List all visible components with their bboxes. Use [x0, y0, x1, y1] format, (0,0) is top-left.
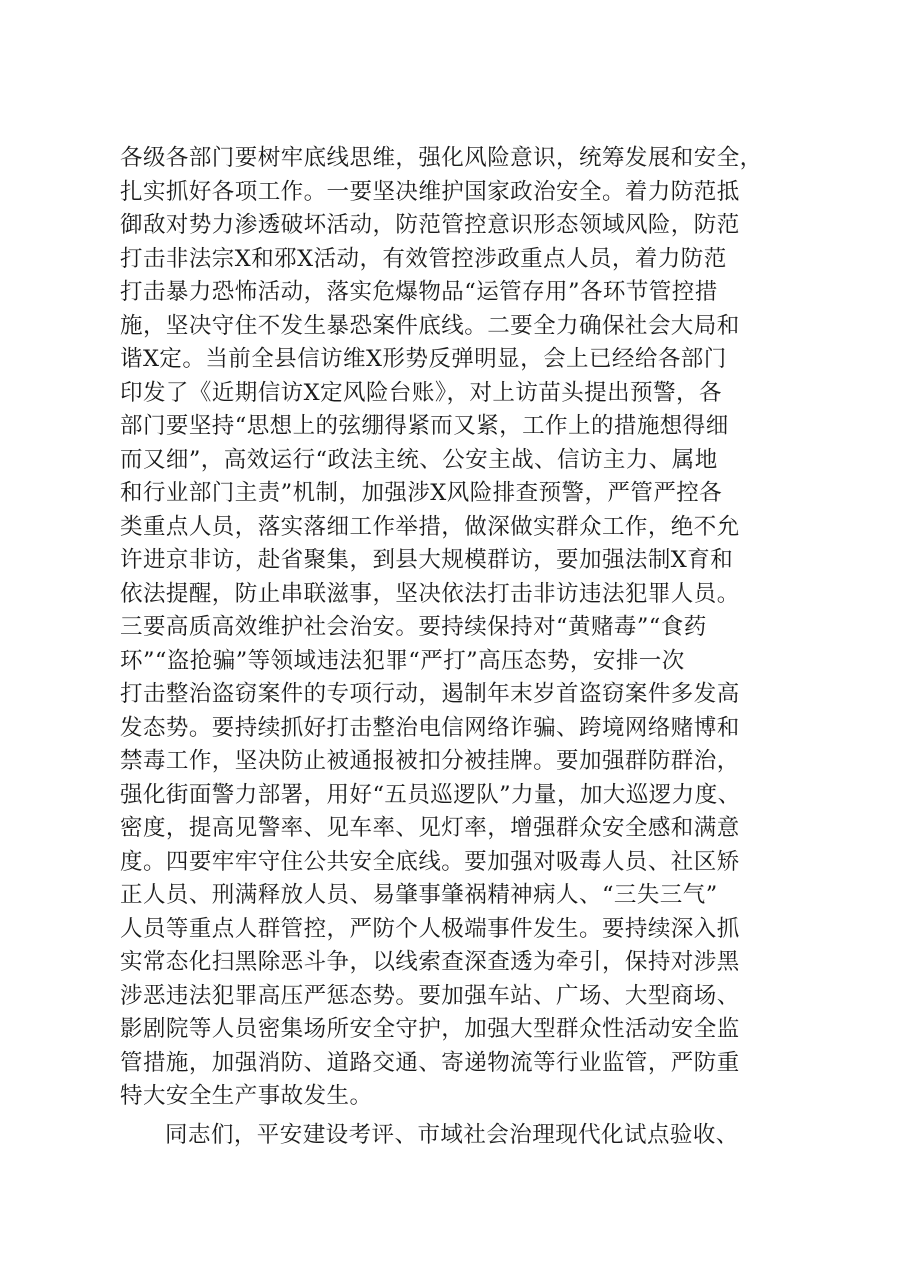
- text-line: 密度，提高见警率、见车率、见灯率，增强群众安全感和满意: [120, 815, 740, 841]
- text-line: 御敌对势力渗透破坏活动，防范管控意识形态领域风险，防范: [120, 212, 740, 238]
- text-line: 而又细”，高效运行“政法主统、公安主战、信访主力、属地: [120, 446, 718, 473]
- body-text: [120, 142, 810, 1152]
- text-line: 各级各部门要树牢底线思维，强化风险意识，统筹发展和安全，: [120, 145, 763, 171]
- text-line: 实常态化扫黑除恶斗争，以线索查深查透为牵引，保持对涉黑: [120, 949, 740, 975]
- text-line: 发态势。要持续抓好打击整治电信网络诈骗、跨境网络赌博和: [120, 714, 740, 741]
- text-line: 度。四要牢牢守住公共安全底线。要加强对吸毒人员、社区矫: [120, 848, 740, 875]
- text-line: 影剧院等人员密集场所安全守护，加强大型群众性活动安全监: [120, 1016, 740, 1042]
- text-line: 许进京非访，赴省聚集，到县大规模群访，要加强法制X育和: [120, 547, 734, 573]
- text-line: 三要高质高效维护社会治安。要持续保持对“黄赌毒”“食药: [120, 614, 707, 640]
- text-line: 打击非法宗X和邪X活动，有效管控涉政重点人员，着力防范: [120, 245, 727, 272]
- text-line: 施，坚决守住不发生暴恐案件底线。二要全力确保社会大局和: [120, 312, 740, 339]
- text-line: 同志们，平安建设考评、市域社会治理现代化试点验收、: [165, 1121, 739, 1148]
- text-line: 特大安全生产事故发生。: [120, 1083, 373, 1109]
- text-line: 打击暴力恐怖活动，落实危爆物品“运管存用”各环节管控措: [120, 279, 718, 305]
- text-line: 打击整治盗窃案件的专项行动，遏制年末岁首盗窃案件多发高: [120, 681, 740, 707]
- text-line: 谐X定。当前全县信访维X形势反弹明显，会上已经给各部门: [120, 346, 727, 372]
- text-line: 管措施，加强消防、道路交通、寄递物流等行业监管，严防重: [120, 1049, 740, 1076]
- paragraph: [120, 1119, 810, 1153]
- text-line: 涉恶违法犯罪高压严惩态势。要加强车站、广场、大型商场、: [120, 982, 740, 1009]
- text-line: 扎实抓好各项工作。一要坚决维护国家政治安全。着力防范抵: [120, 178, 740, 205]
- text-line: 环”“盗抢骗”等领域违法犯罪“严打”高压态势，安排一次: [120, 647, 685, 674]
- text-line: 类重点人员，落实落细工作举措，做深做实群众工作，绝不允: [120, 513, 740, 540]
- paragraph: [120, 142, 810, 1114]
- text-line: 依法提醒，防止串联滋事，坚决依法打击非访违法犯罪人员。: [120, 580, 740, 607]
- text-line: 部门要坚持“思想上的弦绷得紧而又紧，工作上的措施想得细: [120, 413, 729, 439]
- text-line: 印发了《近期信访X定风险台账》，对上访苗头提出预警，各: [120, 379, 722, 406]
- text-line: 正人员、刑满释放人员、易肇事肇祸精神病人、“三失三气”: [120, 882, 718, 908]
- text-line: 强化街面警力部署，用好“五员巡逻队”力量，加大巡逻力度、: [120, 781, 741, 808]
- text-line: 人员等重点人群管控，严防个人极端事件发生。要持续深入抓: [120, 915, 740, 942]
- text-line: 和行业部门主责”机制，加强涉X风险排查预警，严管严控各: [120, 480, 723, 506]
- text-line: 禁毒工作，坚决防止被通报被扣分被挂牌。要加强群防群治，: [120, 748, 740, 774]
